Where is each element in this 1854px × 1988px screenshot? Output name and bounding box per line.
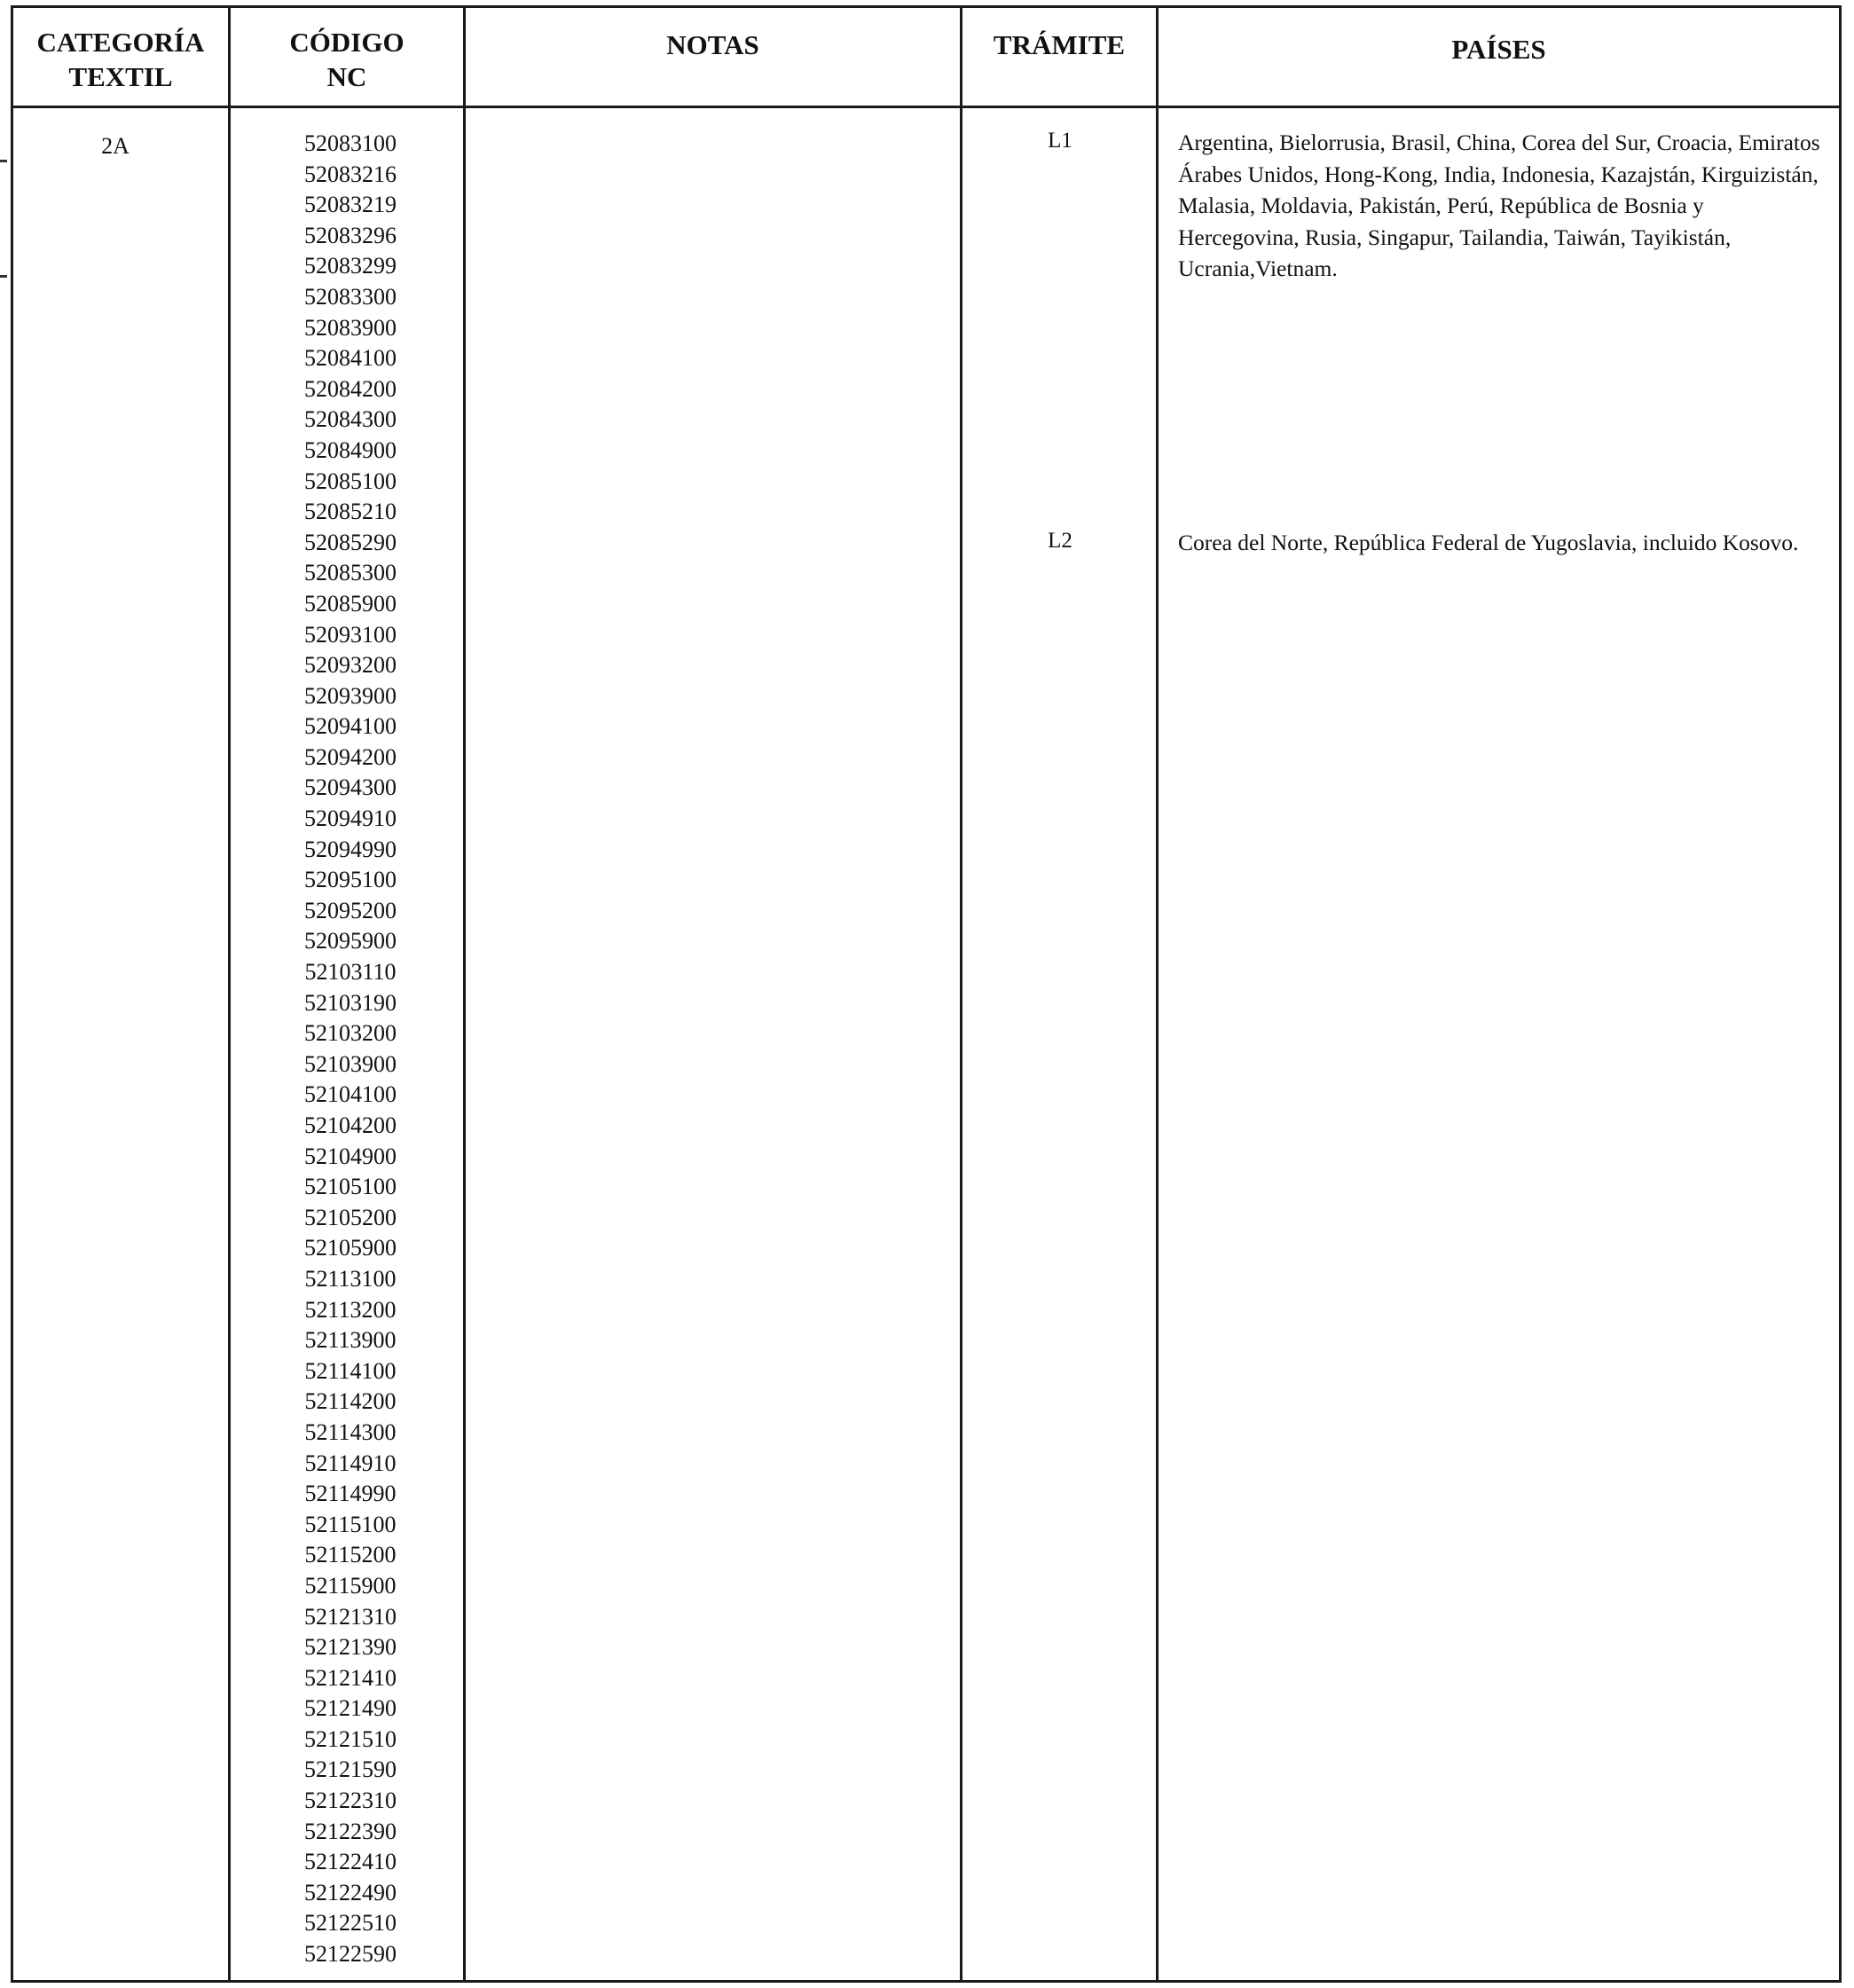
- codigo-item: 52104900: [304, 1143, 397, 1169]
- codigo-item: 52114100: [304, 1357, 397, 1384]
- header-divider: [11, 106, 1842, 108]
- codigo-item: 52122490: [304, 1879, 397, 1905]
- header-notas: NOTAS: [666, 29, 759, 60]
- codigo-item: 52121410: [304, 1664, 397, 1691]
- codigo-item: 52115200: [304, 1542, 397, 1568]
- table-border-left: [11, 5, 13, 1983]
- codigo-item: 52083100: [304, 130, 397, 156]
- column-rule-3: [960, 5, 962, 1983]
- codigo-item: 52095100: [304, 867, 397, 893]
- table-border-top: [11, 5, 1842, 8]
- codigo-item: 52094200: [304, 743, 397, 770]
- codigo-item: 52094100: [304, 713, 397, 740]
- header-categoria: CATEGORÍA TEXTIL: [36, 27, 205, 92]
- header-codigo: CÓDIGO NC: [289, 27, 405, 92]
- margin-mark: [0, 275, 7, 278]
- categoria-value: 2A: [101, 133, 130, 159]
- codigo-item: 52085100: [304, 468, 397, 494]
- codigo-item: 52085900: [304, 590, 397, 617]
- codigo-list: [248, 129, 452, 1970]
- paises-l1: Argentina, Bielorrusia, Brasil, China, Corea del Sur, Croacia, Emiratos Árabes Unidos, Hong-Kong, India, Indonesia, Kazajstán, Kirguizistán, Malasia, Moldavia, Pakistán, Perú, República de Bosnia y Hercegovina, Rusia, Singapur, Tailandia, Taiwán, Tayikistán, Ucrania,Vietnam.: [1178, 130, 1820, 281]
- column-rule-2: [463, 5, 466, 1983]
- codigo-item: 52085290: [304, 529, 397, 555]
- codigo-item: 52121590: [304, 1756, 397, 1783]
- table-border-bottom: [11, 1980, 1842, 1983]
- column-rule-4: [1156, 5, 1159, 1983]
- codigo-item: 52094990: [304, 836, 397, 862]
- codigo-item: 52122310: [304, 1788, 397, 1814]
- codigo-item: 52121490: [304, 1695, 397, 1722]
- codigo-item: 52085210: [304, 499, 397, 525]
- codigo-item: 52113900: [304, 1327, 397, 1354]
- codigo-item: 52105200: [304, 1204, 397, 1230]
- codigo-item: 52114200: [304, 1388, 397, 1415]
- codigo-item: 52084900: [304, 436, 397, 463]
- codigo-item: 52114300: [304, 1418, 397, 1445]
- codigo-item: 52094300: [304, 774, 397, 801]
- codigo-item: 52083216: [304, 161, 397, 187]
- codigo-item: 52103110: [304, 959, 397, 986]
- codigo-item: 52122410: [304, 1849, 397, 1875]
- column-rule-1: [228, 5, 231, 1983]
- codigo-item: 52083300: [304, 283, 397, 310]
- header-paises: PAÍSES: [1451, 34, 1546, 65]
- codigo-item: 52122390: [304, 1818, 397, 1844]
- codigo-item: 52113100: [304, 1265, 397, 1292]
- codigo-item: 52083299: [304, 253, 397, 279]
- codigo-item: 52105900: [304, 1235, 397, 1261]
- codigo-item: 52114910: [304, 1450, 397, 1476]
- codigo-item: 52095200: [304, 897, 397, 923]
- codigo-item: 52103900: [304, 1050, 397, 1077]
- tramite-l2: L2: [1048, 529, 1072, 553]
- codigo-item: 52084200: [304, 375, 397, 402]
- tramite-l1: L1: [1048, 129, 1072, 153]
- codigo-item: 52113200: [304, 1296, 397, 1323]
- codigo-item: 52121390: [304, 1634, 397, 1661]
- codigo-item: 52115100: [304, 1511, 397, 1537]
- codigo-item: 52083219: [304, 192, 397, 218]
- codigo-item: 52103200: [304, 1020, 397, 1047]
- codigo-item: 52084100: [304, 345, 397, 372]
- codigo-item: 52122590: [304, 1941, 397, 1968]
- codigo-item: 52104200: [304, 1112, 397, 1138]
- codigo-item: 52122510: [304, 1910, 397, 1937]
- codigo-item: 52104100: [304, 1081, 397, 1108]
- codigo-item: 52121510: [304, 1725, 397, 1752]
- codigo-item: 52093200: [304, 652, 397, 679]
- codigo-item: 52115900: [304, 1572, 397, 1599]
- codigo-item: 52085300: [304, 560, 397, 586]
- codigo-item: 52093900: [304, 682, 397, 709]
- codigo-item: 52103190: [304, 989, 397, 1016]
- codigo-item: 52105100: [304, 1174, 397, 1200]
- header-tramite: TRÁMITE: [993, 29, 1126, 60]
- codigo-item: 52094910: [304, 805, 397, 832]
- codigo-item: 52121310: [304, 1603, 397, 1630]
- codigo-item: 52114990: [304, 1481, 397, 1507]
- codigo-item: 52084300: [304, 406, 397, 433]
- codigo-item: 52083296: [304, 222, 397, 248]
- codigo-item: 52083900: [304, 314, 397, 341]
- codigo-item: 52093100: [304, 621, 397, 648]
- table-border-right: [1839, 5, 1842, 1983]
- paises-l2: Corea del Norte, República Federal de Yugoslavia, incluido Kosovo.: [1178, 530, 1799, 555]
- codigo-item: 52095900: [304, 928, 397, 955]
- margin-mark: [0, 160, 7, 162]
